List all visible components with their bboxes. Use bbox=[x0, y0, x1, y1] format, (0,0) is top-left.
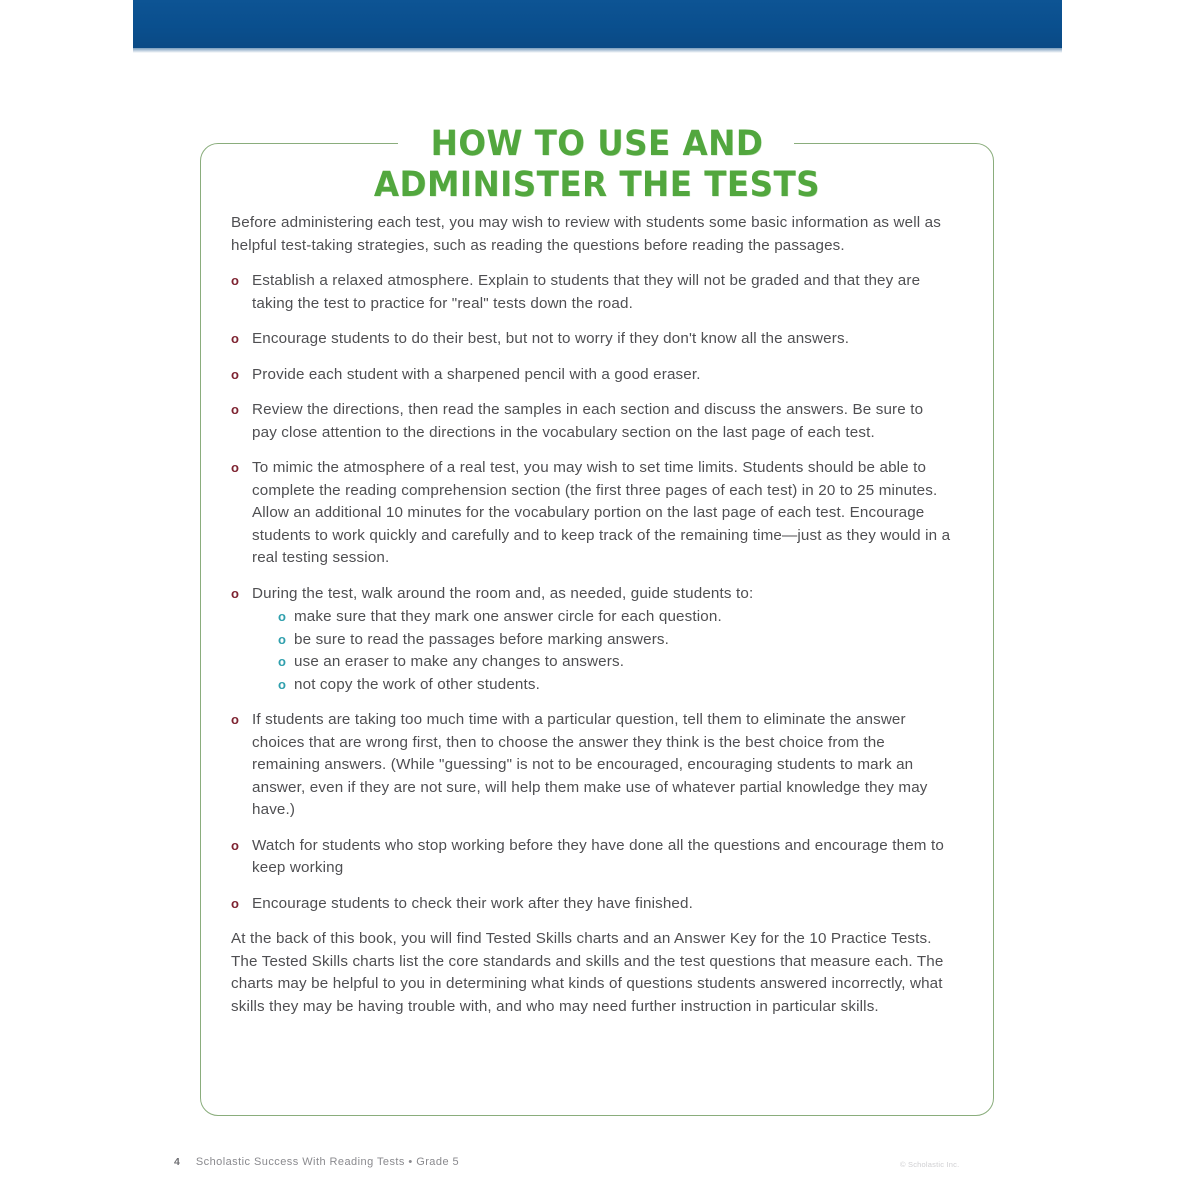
list-item-text: Encourage students to do their best, but not to worry if they don't know all the answers. bbox=[252, 330, 850, 347]
content-body bbox=[231, 212, 951, 1018]
page-title-line-2: ADMINISTER THE TESTS bbox=[373, 165, 821, 205]
instruction-bullet-list bbox=[231, 270, 951, 915]
list-item bbox=[231, 270, 951, 315]
list-item-text: If students are taking too much time with a particular question, tell them to eliminate the answer choices that are wrong first, then to choose the answer they think is the best choice from the remaining answers. (While "guessing" is not to be encouraged, encouraging students to mark an answer, even if they are not sure, will help them make use of whatever partial knowledge they may have.) bbox=[252, 711, 928, 818]
bullet-marker-icon: o bbox=[231, 712, 240, 727]
subbullet-marker-icon: o bbox=[278, 609, 287, 624]
list-item-text: Review the directions, then read the samples in each section and discuss the answers. Be sure to pay close attention to the directions in the vocabulary section on the last page of each test. bbox=[252, 401, 924, 441]
sub-list-item-text: not copy the work of other students. bbox=[294, 675, 541, 693]
sub-list-item bbox=[278, 674, 951, 697]
list-item-text: Establish a relaxed atmosphere. Explain to students that they will not be graded and that they are taking the test to practice for "real" tests down the road. bbox=[252, 272, 921, 312]
sub-list-item bbox=[278, 606, 951, 629]
bullet-marker-icon: o bbox=[231, 402, 240, 417]
top-banner-shadow bbox=[133, 48, 1062, 53]
frame-heading-notch bbox=[398, 136, 794, 152]
page-number: 4 bbox=[174, 1156, 180, 1168]
bullet-marker-icon: o bbox=[231, 585, 240, 601]
list-item bbox=[231, 399, 951, 444]
list-item-text: Watch for students who stop working before they have done all the questions and encourage them to keep working bbox=[252, 836, 944, 876]
list-item bbox=[231, 457, 951, 570]
sub-list-item-text: be sure to read the passages before marking answers. bbox=[294, 630, 670, 648]
list-item bbox=[231, 328, 951, 351]
closing-paragraph: At the back of this book, you will find Tested Skills charts and an Answer Key for the 10 Practice Tests. The Tested Skills charts list the core standards and skills and the test questions that measure each. The charts may be helpful to you in determining what kinds of questions students answered incorrectly, what skills they may be having trouble with, and who may need further instruction in particular skills. bbox=[231, 930, 944, 1015]
list-item bbox=[231, 583, 951, 697]
sub-list-item bbox=[278, 629, 951, 652]
sub-list-item-text: make sure that they mark one answer circle for each question. bbox=[294, 608, 722, 625]
bullet-marker-icon: o bbox=[231, 273, 240, 288]
intro-paragraph: Before administering each test, you may wish to review with students some basic information as well as helpful test-taking strategies, such as reading the questions before reading the passages. bbox=[231, 214, 942, 254]
list-item bbox=[231, 709, 951, 822]
sub-list-item-text: use an eraser to make any changes to answers. bbox=[294, 653, 625, 670]
bullet-marker-icon: o bbox=[231, 837, 240, 853]
list-item-text: Provide each student with a sharpened pencil with a good eraser. bbox=[252, 365, 701, 383]
footer-left bbox=[174, 1156, 459, 1168]
list-item bbox=[231, 364, 951, 387]
subbullet-marker-icon: o bbox=[278, 676, 287, 692]
page-title-line-1: HOW TO USE AND bbox=[430, 124, 764, 164]
sub-list-item bbox=[278, 651, 951, 674]
guide-students-sublist bbox=[252, 606, 951, 696]
subbullet-marker-icon: o bbox=[278, 631, 287, 647]
list-item-text: Encourage students to check their work after they have finished. bbox=[252, 894, 693, 912]
top-blue-banner bbox=[133, 0, 1062, 48]
list-item bbox=[231, 893, 951, 916]
bullet-marker-icon: o bbox=[231, 331, 240, 346]
list-item-text: During the test, walk around the room and, as needed, guide students to: bbox=[252, 584, 754, 602]
bullet-marker-icon: o bbox=[231, 460, 240, 475]
subbullet-marker-icon: o bbox=[278, 654, 287, 669]
list-item bbox=[231, 835, 951, 880]
bullet-marker-icon: o bbox=[231, 895, 240, 911]
bullet-marker-icon: o bbox=[231, 366, 240, 382]
footer-copyright: © Scholastic Inc. bbox=[900, 1160, 960, 1169]
list-item-text: To mimic the atmosphere of a real test, you may wish to set time limits. Students should be able to complete the reading comprehension section (the first three pages of each test) in 20 to 25 minutes. Allow an additional 10 minutes for the vocabulary portion on the last page of each test. Encourage students to work quickly and carefully and to keep track of the remaining time—just as they would in a real testing session. bbox=[252, 459, 951, 566]
footer-book-title: Scholastic Success With Reading Tests • Grade 5 bbox=[195, 1156, 460, 1168]
